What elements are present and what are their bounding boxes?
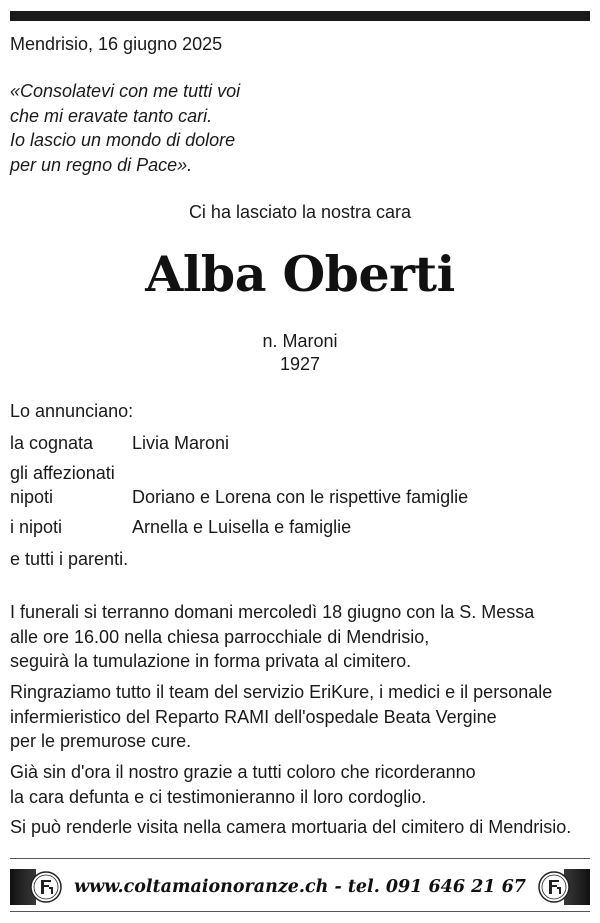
- paragraph-line: infermieristico del Reparto RAMI dell'ospedale Beata Vergine: [10, 706, 497, 727]
- visit-paragraph: [10, 815, 595, 840]
- paragraph-line: I funerali si terranno domani mercoledì 18 giugno con la S. Messa: [10, 602, 535, 622]
- gratitude-paragraph: [10, 760, 595, 809]
- announcer-names: Livia Maroni: [132, 433, 230, 453]
- paragraph-line: alle ore 16.00 nella chiesa parrocchiale di Mendrisio,: [10, 626, 430, 647]
- announcer-relation: gli affezionati: [10, 463, 115, 483]
- announcer-names: Doriano e Lorena con le rispettive famiglie: [132, 487, 469, 507]
- birth-year: 1927: [279, 354, 321, 374]
- paragraph-line: per le premurose cure.: [10, 731, 192, 751]
- top-rule: [10, 11, 590, 21]
- announcer-relation: la cognata: [10, 433, 94, 453]
- funeral-home-logo-icon: [28, 869, 64, 905]
- announcers-label: Lo annunciano:: [10, 401, 134, 421]
- paragraph-line: Si può renderle visita nella camera mortuaria del cimitero di Mendrisio.: [10, 817, 572, 837]
- footer-bottom-rule: [10, 911, 590, 912]
- place-date: Mendrisio, 16 giugno 2025: [10, 34, 223, 54]
- quote-line: per un regno di Pace».: [10, 154, 193, 175]
- thanks-paragraph: [10, 680, 595, 754]
- announcer-names: Arnella e Luisella e famiglie: [132, 517, 352, 537]
- announcer-relation: i nipoti: [10, 517, 63, 537]
- footer-contact: www.coltamaionoranze.ch - tel. 091 646 21 67: [74, 877, 526, 897]
- paragraph-line: Già sin d'ora il nostro grazie a tutti coloro che ricorderanno: [10, 762, 476, 782]
- announcers-closing: e tutti i parenti.: [10, 549, 129, 569]
- funeral-paragraph: [10, 600, 595, 674]
- deceased-name: Alba Oberti: [145, 245, 455, 303]
- quote-line: che mi eravate tanto cari.: [10, 105, 213, 126]
- quote-line: Io lascio un mondo di dolore: [10, 130, 236, 150]
- maiden-name: n. Maroni: [262, 331, 338, 351]
- epigraph-quote: [10, 79, 240, 177]
- funeral-home-logo-icon: [536, 869, 572, 905]
- paragraph-line: la cara defunta e ci testimonieranno il loro cordoglio.: [10, 786, 427, 807]
- footer-top-rule: [10, 858, 590, 859]
- paragraph-line: Ringraziamo tutto il team del servizio EriKure, i medici e il personale: [10, 682, 553, 702]
- paragraph-line: seguirà la tumulazione in forma privata al cimitero.: [10, 651, 412, 671]
- announcer-relation: nipoti: [10, 487, 54, 507]
- footer-band: [36, 869, 564, 905]
- intro-text: Ci ha lasciato la nostra cara: [188, 202, 412, 222]
- quote-line: «Consolatevi con me tutti voi: [10, 81, 241, 101]
